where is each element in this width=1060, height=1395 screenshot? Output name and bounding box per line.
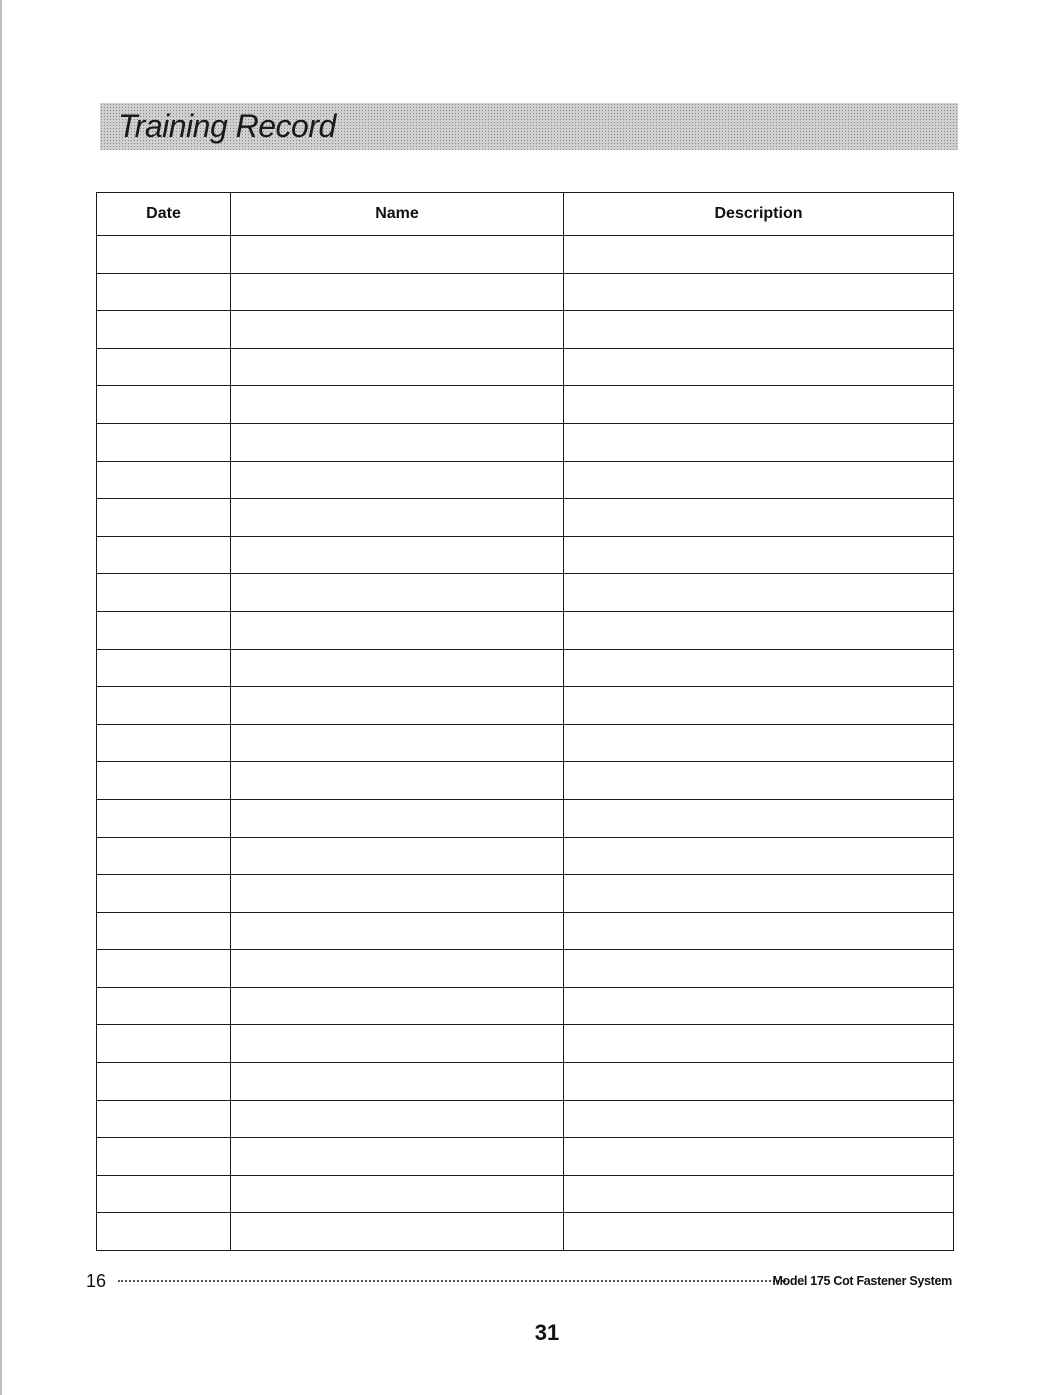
name-cell[interactable] xyxy=(231,950,564,988)
column-header-date: Date xyxy=(97,193,231,236)
date-cell[interactable] xyxy=(97,912,231,950)
table-row xyxy=(97,1025,954,1063)
description-cell[interactable] xyxy=(564,912,954,950)
name-cell[interactable] xyxy=(231,1100,564,1138)
date-cell[interactable] xyxy=(97,649,231,687)
table-row xyxy=(97,1213,954,1251)
table-row xyxy=(97,649,954,687)
table-row xyxy=(97,987,954,1025)
name-cell[interactable] xyxy=(231,987,564,1025)
table-row xyxy=(97,574,954,612)
table-row xyxy=(97,499,954,537)
description-cell[interactable] xyxy=(564,574,954,612)
description-cell[interactable] xyxy=(564,837,954,875)
description-cell[interactable] xyxy=(564,1138,954,1176)
page-footer xyxy=(86,1270,952,1292)
name-cell[interactable] xyxy=(231,649,564,687)
name-cell[interactable] xyxy=(231,1063,564,1101)
page-title: Training Record xyxy=(118,108,336,144)
table-row xyxy=(97,912,954,950)
table-row xyxy=(97,875,954,913)
date-cell[interactable] xyxy=(97,1063,231,1101)
table-row xyxy=(97,611,954,649)
description-cell[interactable] xyxy=(564,724,954,762)
table-row xyxy=(97,724,954,762)
date-cell[interactable] xyxy=(97,1175,231,1213)
table-header-row xyxy=(97,193,954,236)
table-row xyxy=(97,1175,954,1213)
date-cell[interactable] xyxy=(97,837,231,875)
name-cell[interactable] xyxy=(231,386,564,424)
name-cell[interactable] xyxy=(231,837,564,875)
table-row xyxy=(97,236,954,274)
table-body xyxy=(97,236,954,1251)
description-cell[interactable] xyxy=(564,1213,954,1251)
date-cell[interactable] xyxy=(97,950,231,988)
name-cell[interactable] xyxy=(231,499,564,537)
date-cell[interactable] xyxy=(97,1025,231,1063)
table-row xyxy=(97,1138,954,1176)
table-row xyxy=(97,348,954,386)
description-cell[interactable] xyxy=(564,649,954,687)
column-header-name: Name xyxy=(231,193,564,236)
description-cell[interactable] xyxy=(564,236,954,274)
description-cell[interactable] xyxy=(564,1063,954,1101)
description-cell[interactable] xyxy=(564,875,954,913)
name-cell[interactable] xyxy=(231,236,564,274)
description-cell[interactable] xyxy=(564,1175,954,1213)
date-cell[interactable] xyxy=(97,762,231,800)
description-cell[interactable] xyxy=(564,950,954,988)
description-cell[interactable] xyxy=(564,1025,954,1063)
table-row xyxy=(97,311,954,349)
description-cell[interactable] xyxy=(564,311,954,349)
table-row xyxy=(97,1100,954,1138)
name-cell[interactable] xyxy=(231,687,564,725)
table-row xyxy=(97,423,954,461)
date-cell[interactable] xyxy=(97,987,231,1025)
name-cell[interactable] xyxy=(231,875,564,913)
date-cell[interactable] xyxy=(97,1100,231,1138)
description-cell[interactable] xyxy=(564,536,954,574)
name-cell[interactable] xyxy=(231,724,564,762)
date-cell[interactable] xyxy=(97,1138,231,1176)
name-cell[interactable] xyxy=(231,574,564,612)
description-cell[interactable] xyxy=(564,348,954,386)
name-cell[interactable] xyxy=(231,273,564,311)
description-cell[interactable] xyxy=(564,386,954,424)
name-cell[interactable] xyxy=(231,536,564,574)
table-row xyxy=(97,536,954,574)
date-cell[interactable] xyxy=(97,461,231,499)
date-cell[interactable] xyxy=(97,724,231,762)
name-cell[interactable] xyxy=(231,1213,564,1251)
table-row xyxy=(97,799,954,837)
date-cell[interactable] xyxy=(97,1213,231,1251)
date-cell[interactable] xyxy=(97,348,231,386)
title-banner xyxy=(100,103,958,150)
date-cell[interactable] xyxy=(97,799,231,837)
table-row xyxy=(97,762,954,800)
table-row xyxy=(97,386,954,424)
description-cell[interactable] xyxy=(564,799,954,837)
column-header-description: Description xyxy=(564,193,954,236)
name-cell[interactable] xyxy=(231,461,564,499)
description-cell[interactable] xyxy=(564,762,954,800)
description-cell[interactable] xyxy=(564,611,954,649)
name-cell[interactable] xyxy=(231,912,564,950)
name-cell[interactable] xyxy=(231,762,564,800)
name-cell[interactable] xyxy=(231,799,564,837)
name-cell[interactable] xyxy=(231,423,564,461)
table-row xyxy=(97,837,954,875)
date-cell[interactable] xyxy=(97,423,231,461)
description-cell[interactable] xyxy=(564,499,954,537)
description-cell[interactable] xyxy=(564,987,954,1025)
date-cell[interactable] xyxy=(97,273,231,311)
footer-dotted-rule xyxy=(118,1280,786,1282)
date-cell[interactable] xyxy=(97,386,231,424)
name-cell[interactable] xyxy=(231,1025,564,1063)
date-cell[interactable] xyxy=(97,499,231,537)
date-cell[interactable] xyxy=(97,236,231,274)
date-cell[interactable] xyxy=(97,611,231,649)
date-cell[interactable] xyxy=(97,687,231,725)
sheet-number: 31 xyxy=(534,1320,560,1345)
name-cell[interactable] xyxy=(231,1138,564,1176)
table-row xyxy=(97,1063,954,1101)
page-edge xyxy=(0,0,2,1395)
table-row xyxy=(97,687,954,725)
description-cell[interactable] xyxy=(564,1100,954,1138)
date-cell[interactable] xyxy=(97,875,231,913)
footer-document-title: Model 175 Cot Fastener System xyxy=(772,1274,952,1288)
description-cell[interactable] xyxy=(564,461,954,499)
name-cell[interactable] xyxy=(231,311,564,349)
date-cell[interactable] xyxy=(97,311,231,349)
description-cell[interactable] xyxy=(564,687,954,725)
name-cell[interactable] xyxy=(231,348,564,386)
footer-page-number: 16 xyxy=(86,1271,107,1291)
description-cell[interactable] xyxy=(564,273,954,311)
table-row xyxy=(97,461,954,499)
description-cell[interactable] xyxy=(564,423,954,461)
name-cell[interactable] xyxy=(231,611,564,649)
name-cell[interactable] xyxy=(231,1175,564,1213)
date-cell[interactable] xyxy=(97,574,231,612)
date-cell[interactable] xyxy=(97,536,231,574)
table-row xyxy=(97,273,954,311)
training-record-table xyxy=(96,192,954,1251)
table-row xyxy=(97,950,954,988)
